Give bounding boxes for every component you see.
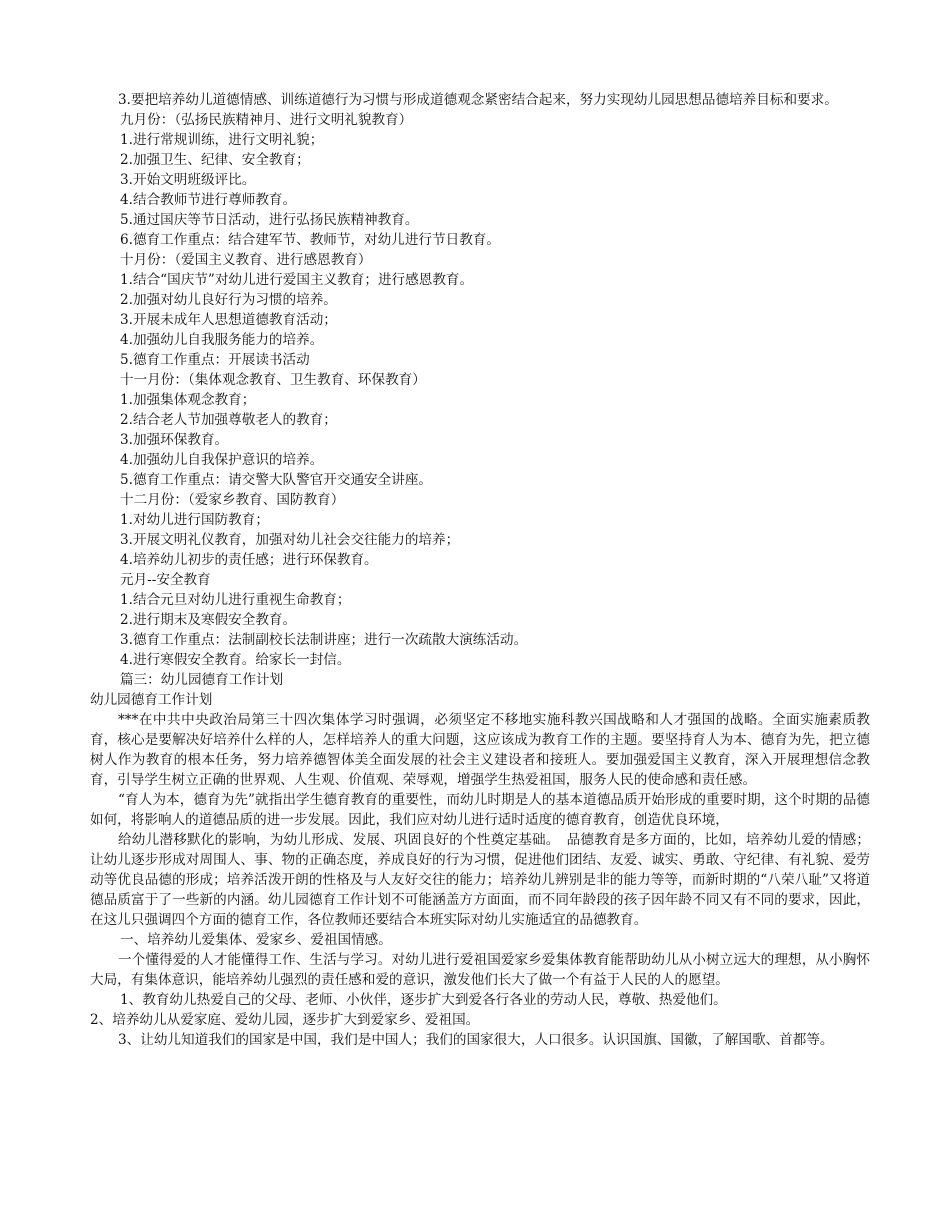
text-line: 5.德育工作重点：开展读书活动 bbox=[120, 352, 310, 368]
text-line: 十一月份：（集体观念教育、卫生教育、环保教育） bbox=[120, 372, 426, 388]
text-line: 十二月份：（爱家乡教育、国防教育） bbox=[120, 492, 345, 508]
text-line: 3.开始文明班级评比。 bbox=[120, 172, 256, 188]
text-line: 1.对幼儿进行国防教育； bbox=[120, 512, 269, 528]
text-line: 九月份：（弘扬民族精神月、进行文明礼貌教育） bbox=[120, 112, 413, 128]
text-line: 4.加强幼儿自我保护意识的培养。 bbox=[120, 452, 324, 468]
text-line: 3.开展文明礼仪教育，加强对幼儿社会交往能力的培养； bbox=[120, 532, 460, 548]
text-line: 1、教育幼儿热爱自己的父母、老师、小伙伴，逐步扩大到爱各行各业的劳动人民，尊敬、热爱他们。 bbox=[120, 992, 727, 1008]
text-line: 2.进行期末及寒假安全教育。 bbox=[120, 612, 297, 628]
text-line: 3.开展未成年人思想道德教育活动； bbox=[120, 312, 337, 328]
text-line: 3.德育工作重点：法制副校长法制讲座；进行一次疏散大演练活动。 bbox=[120, 632, 528, 648]
paragraph: 3.要把培养幼儿道德情感、训练道德行为习惯与形成道德观念紧密结合起来，努力实现幼儿园思想品德培养目标和要求。 bbox=[118, 92, 838, 108]
text-line: 1.加强集体观念教育； bbox=[120, 392, 256, 408]
text-line: 5.德育工作重点：请交警大队警官开交通安全讲座。 bbox=[120, 472, 433, 488]
text-line: 5.通过国庆等节日活动，进行弘扬民族精神教育。 bbox=[120, 212, 419, 228]
text-line: 十月份：（爱国主义教育、进行感恩教育） bbox=[120, 252, 372, 268]
text-line: 6.德育工作重点：结合建军节、教师节，对幼儿进行节日教育。 bbox=[120, 232, 500, 248]
text-line: 1.结合“国庆节”对幼儿进行爱国主义教育；进行感恩教育。 bbox=[120, 272, 474, 288]
text-line: 1.结合元旦对幼儿进行重视生命教育； bbox=[120, 592, 351, 608]
text-line: 4.结合教师节进行尊师教育。 bbox=[120, 192, 297, 208]
text-line: 3.加强环保教育。 bbox=[120, 432, 229, 448]
text-line: 2.加强对幼儿良好行为习惯的培养。 bbox=[120, 292, 337, 308]
text-line: 4.加强幼儿自我服务能力的培养。 bbox=[120, 332, 324, 348]
text-line: 幼儿园德育工作计划 bbox=[90, 692, 213, 708]
text-line: 元月--安全教育 bbox=[120, 572, 211, 588]
text-line: 一、培养幼儿爱集体、爱家乡、爱祖国情感。 bbox=[120, 932, 392, 948]
text-line: 2.加强卫生、纪律、安全教育； bbox=[120, 152, 310, 168]
text-line: 篇三：幼儿园德育工作计划 bbox=[120, 672, 284, 688]
text-line: 2、培养幼儿从爱家庭、爱幼儿园，逐步扩大到爱家乡、爱祖国。 bbox=[90, 1012, 480, 1028]
paragraph: ***在中共中央政治局第三十四次集体学习时强调，必须坚定不移地实施科教兴国战略和人才强国的战略。全面实施素质教育，核心是要解决好培养什么样的人，怎样培养人的重大问题，这应该成为教育工作的主题。要坚持育人为本、德育为先，把立德树人作为教育的根本任务，努力培养德智体美全面发展的社会主义建设者和接班人。要加强爱国主义教育，深入开展理想信念教育，引导学生树立正确的世界观、人生观、价值观、荣辱观，增强学生热爱祖国，服务人民的使命感和责任感。 bbox=[90, 712, 870, 788]
text-line: 4.培养幼儿初步的责任感；进行环保教育。 bbox=[120, 552, 378, 568]
text-line: 1.进行常规训练，进行文明礼貌； bbox=[120, 132, 324, 148]
text-line: 4.进行寒假安全教育。给家长一封信。 bbox=[120, 652, 351, 668]
paragraph: 3、让幼儿知道我们的国家是中国，我们是中国人；我们的国家很大，人口很多。认识国旗、国徽，了解国歌、首都等。 bbox=[118, 1032, 834, 1048]
paragraph: 给幼儿潜移默化的影响，为幼儿形成、发展、巩固良好的个性奠定基础。 品德教育是多方面的，比如，培养幼儿爱的情感；让幼儿逐步形成对周围人、事、物的正确态度，养成良好的行为习惯，促进他们团结、友爱、诚实、勇敢、守纪律、有礼貌、爱劳动等优良品德的形成；培养活泼开朗的性格及与人友好交往的能力；培养幼儿辨别是非的能力等等，而新时期的“八荣八耻”又将道德品质富于了一些新的内涵。幼儿园德育工作计划不可能涵盖方方面面，而不同年龄段的孩子因年龄不同又有不同的要求，因此，在这儿只强调四个方面的德育工作，各位教师还要结合本班实际对幼儿实施适宜的品德教育。 bbox=[90, 832, 870, 928]
paragraph: 一个懂得爱的人才能懂得工作、生活与学习。对幼儿进行爱祖国爱家乡爱集体教育能帮助幼儿从小树立远大的理想，从小胸怀大局，有集体意识，能培养幼儿强烈的责任感和爱的意识，激发他们长大了做一个有益于人民的人的愿望。 bbox=[90, 952, 870, 988]
paragraph: “育人为本，德育为先”就指出学生德育教育的重要性，而幼儿时期是人的基本道德品质开始形成的重要时期，这个时期的品德如何，将影响人的道德品质的进一步发展。因此，我们应对幼儿进行适时适度的德育教育，创造优良环境， bbox=[90, 792, 870, 828]
text-line: 2.结合老人节加强尊敬老人的教育； bbox=[120, 412, 337, 428]
